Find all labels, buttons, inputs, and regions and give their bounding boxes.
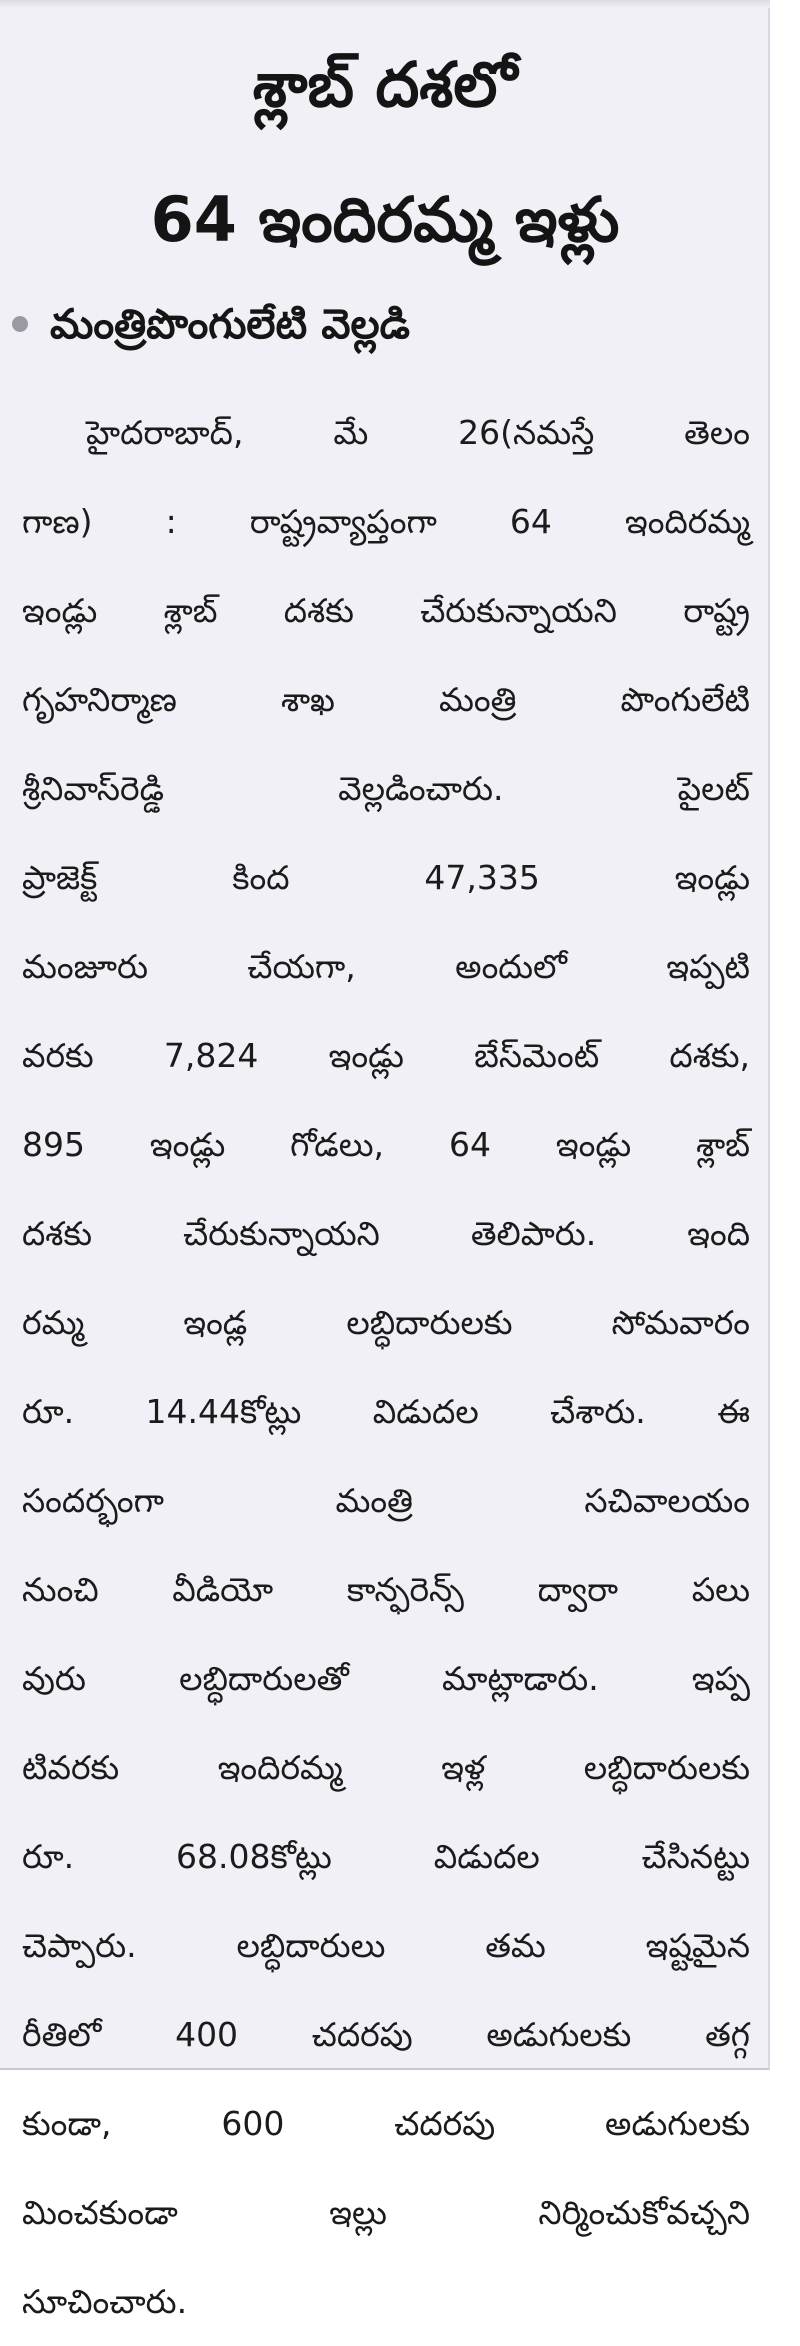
body-line-22: సూచించారు.	[22, 2282, 188, 2321]
body-line-1: హైదరాబాద్, మే 26(నమస్తే తెలం	[86, 413, 750, 452]
body-line-13: సందర్భంగా మంత్రి సచివాలయం	[22, 1481, 750, 1520]
subheading	[12, 292, 410, 356]
body-line-20: కుండా, 600 చదరపు అడుగులకు	[22, 2104, 750, 2143]
headline-line-1: శ్లాబ్ దశలో	[252, 48, 518, 121]
body-line-16: టివరకు ఇందిరమ్మ ఇళ్ల లబ్ధిదారులకు	[22, 1748, 750, 1787]
body-line-6: ప్రాజెక్ట్ కింద 47,335 ఇండ్లు	[22, 858, 750, 897]
body-line-10: దశకు చేరుకున్నాయని తెలిపారు. ఇంది	[22, 1214, 750, 1253]
body-line-15: వురు లబ్ధిదారులతో మాట్లాడారు. ఇప్ప	[22, 1659, 750, 1698]
subheading-text: మంత్రిపొంగులేటి వెల్లడి	[50, 300, 410, 348]
bullet-icon	[12, 316, 28, 332]
body-line-5: శ్రీనివాస్‌రెడ్డి వెల్లడించారు. పైలట్	[22, 769, 750, 808]
body-line-8: వరకు 7,824 ఇండ్లు బేస్‌మెంట్ దశకు,	[22, 1036, 750, 1075]
body-line-2: గాణ) : రాష్ట్రవ్యాప్తంగా 64 ఇందిరమ్మ	[22, 502, 750, 541]
body-line-17: రూ. 68.08కోట్లు విడుదల చేసినట్టు	[22, 1837, 750, 1876]
headline-line-2: 64 ఇందిరమ్మ ఇళ్లు	[150, 183, 620, 256]
body-line-18: చెప్పారు. లబ్ధిదారులు తమ ఇష్టమైన	[22, 1926, 750, 1965]
clipping-top-edge	[0, 0, 770, 8]
body-line-11: రమ్మ ఇండ్ల లబ్ధిదారులకు సోమవారం	[22, 1303, 750, 1342]
body-line-7: మంజూరు చేయగా, అందులో ఇప్పటి	[22, 947, 750, 986]
body-line-19: రీతిలో 400 చదరపు అడుగులకు తగ్గ	[22, 2015, 750, 2054]
body-line-12: రూ. 14.44కోట్లు విడుదల చేశారు. ఈ	[22, 1392, 750, 1431]
body-line-14: నుంచి వీడియో కాన్ఫరెన్స్ ద్వారా పలు	[22, 1570, 750, 1609]
body-line-21: మించకుండా ఇల్లు నిర్మించుకోవచ్చని	[22, 2193, 750, 2232]
body-line-3: ఇండ్లు శ్లాబ్ దశకు చేరుకున్నాయని రాష్ట్ర	[22, 591, 750, 630]
article-body	[22, 388, 750, 2346]
body-line-9: 895 ఇండ్లు గోడలు, 64 ఇండ్లు శ్లాబ్	[22, 1125, 750, 1164]
body-line-4: గృహనిర్మాణ శాఖ మంత్రి పొంగులేటి	[22, 680, 750, 719]
